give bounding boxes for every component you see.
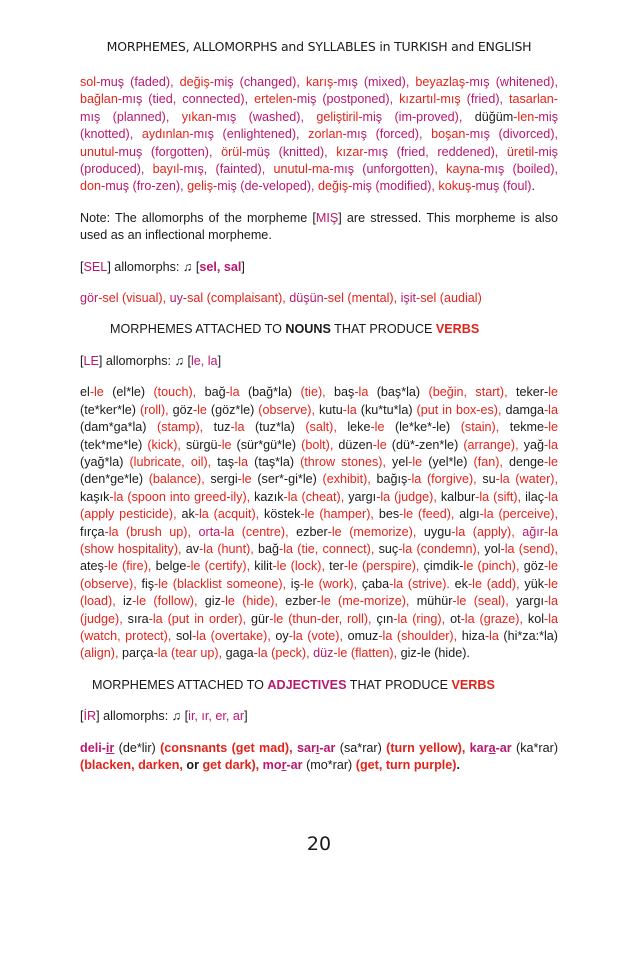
ir-examples: deli-ir (de*lir) (consnants (get mad), sarı-ar (sa*rar) (turn yellow), kara-ar (ka*rar) (blacken, darken, or get dark), mor-ar (mo*rar) (get, turn purple). (80, 740, 559, 772)
page-number: 20 (306, 833, 332, 855)
mis-examples-paragraph: sol-muş (faded), değiş-miş (changed), karış-mış (mixed), beyazlaş-mış (whitened), bağlan-mış (tied, connected), ertelen-miş (postponed), kızartıl-mış (fried), tasarlan-mış (planned), yıkan-mış (washed), geliştiril-miş (im-proved), düğüm-len-miş (knotted), aydınlan-mış (enlightened), zorlan-mış (forced), boşan-mış (divorced), unutul-muş (forgotten), örül-müş (knitted), kızar-mış (fried, reddened), üretil-miş (produced), bayıl-mış, (fainted), unutul-ma-mış (unforgotten), kayna-mış (boiled), don-muş (fro-zen), geliş-miş (de-veloped), değiş-miş (modified), kokuş-muş (foul). (80, 75, 559, 194)
le-allomorphs-line: [LE] allomorphs: ♫ [le, la] (80, 353, 222, 368)
sel-examples: gör-sel (visual), uy-sal (complaisant), düşün-sel (mental), işit-sel (audial) (80, 291, 482, 306)
adjectives-section-heading: MORPHEMES ATTACHED TO ADJECTIVES THAT PRODUCE VERBS (92, 677, 495, 692)
le-examples-paragraph: el-le (el*le) (touch), bağ-la (bağ*la) (tie), baş-la (baş*la) (beğin, start), teker-le (te*ker*le) (roll), göz-le (göz*le) (observe), kutu-la (ku*tu*la) (put in box-es), damga-la (dam*ga*la) (stamp), tuz-la (tuz*la) (salt), leke-le (le*ke*-le) (stain), tekme-le (tek*me*le) (kick), sürgü-le (sür*gü*le) (bolt), düzen-le (dü*-zen*le) (arrange), yağ-la (yağ*la) (lubricate, oil), taş-la (taş*la) (throw stones), yel-le (yel*le) (fan), denge-le (den*ge*le) (balance), sergi-le (ser*-gi*le) (exhibit), bağış-la (forgive), su-la (water), kaşık-la (spoon into greed-ily), kazık-la (cheat), yargı-la (judge), kalbur-la (sift), ilaç-la (apply pesticide), ak-la (acquit), köstek-le (hamper), bes-le (feed), algı-la (perceive), fırça-la (brush up), orta-la (centre), ezber-le (memorize), uygu-la (apply), ağır-la (show hospitality), av-la (hunt), bağ-la (tie, connect), suç-la (condemn), yol-la (send), ateş-le (fire), belge-le (certify), kilit-le (lock), ter-le (perspire), çimdik-le (pinch), göz-le (observe), fiş-le (blacklist someone), iş-le (work), çaba-la (strive). ek-le (add), yük-le (load), iz-le (follow), giz-le (hide), ezber-le (me-morize), mühür-le (seal), yargı-la (judge), sıra-la (put in order), gür-le (thun-der, roll), çın-la (ring), ot-la (graze), kol-la (watch, protect), sol-la (overtake), oy-la (vote), omuz-la (shoulder), hiza-la (hi*za:*la) (align), parça-la (tear up), gaga-la (peck), düz-le (flatten), giz-le (hide). (80, 385, 559, 661)
ir-allomorphs-line: [İR] allomorphs: ♫ [ir, ır, er, ar] (80, 709, 248, 724)
sel-allomorphs-line: [SEL] allomorphs: ♫ [sel, sal] (80, 259, 245, 274)
running-header: MORPHEMES, ALLOMORPHS and SYLLABLES in TURKISH and ENGLISH (106, 39, 532, 54)
nouns-section-heading: MORPHEMES ATTACHED TO NOUNS THAT PRODUCE VERBS (110, 322, 480, 337)
stress-note: Note: The allomorphs of the morpheme [MIŞ] are stressed. This morpheme is also used as an inflectional morpheme. (80, 210, 559, 243)
page-body (80, 74, 558, 774)
